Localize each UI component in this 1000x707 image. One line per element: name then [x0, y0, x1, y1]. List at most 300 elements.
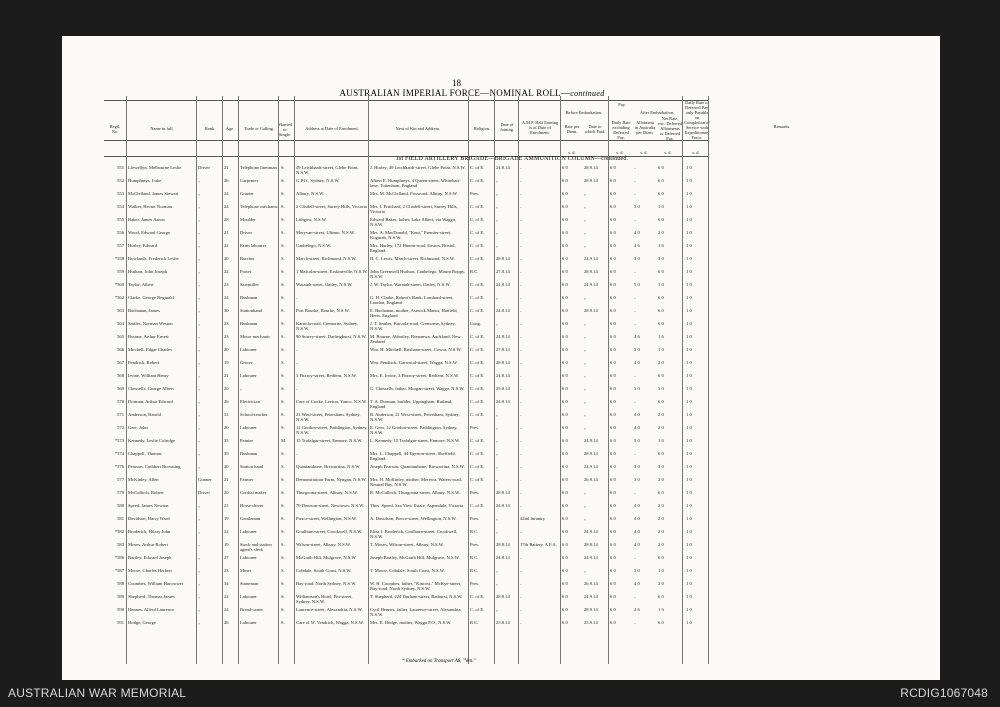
- cell-amt: 17th Battery, A.F.A.: [520, 542, 557, 547]
- table-row: [62, 619, 940, 632]
- cell-date: 28.8.14: [496, 360, 510, 365]
- cell-date: 24.8.14: [496, 555, 510, 560]
- cell-age: 20: [224, 425, 229, 430]
- cell-trade: Butcher: [240, 256, 255, 261]
- cell-def: 1 0: [686, 243, 692, 248]
- cell-age: 23: [224, 321, 229, 326]
- cell-rate: 6 0: [562, 334, 568, 339]
- cell-addr: 12 Gordon-street, Paddington, Sydney, N.S.W.: [296, 425, 368, 435]
- cell-daily: 6 0: [610, 243, 616, 248]
- cell-rel: C. of E.: [470, 477, 485, 482]
- cell-def: 1 0: [686, 542, 692, 547]
- table-row: [62, 294, 940, 307]
- cell-net: 1 0: [658, 347, 664, 352]
- cell-kin: John Greenwell Hudson, Canbelego, Mount Boppy, N.S.W.: [370, 269, 466, 279]
- cell-daily: 6 0: [610, 165, 616, 170]
- cell-addr: Thurgoona-street, Albury, N.S.W.: [296, 490, 358, 495]
- table-row: [62, 359, 940, 372]
- cell-rel: R.C.: [470, 568, 479, 573]
- cell-paid: „: [584, 230, 587, 235]
- cell-paid: 24.9.14: [584, 256, 598, 261]
- cell-no: *573: [114, 438, 124, 443]
- cell-rank: „: [198, 568, 201, 573]
- table-row: [62, 164, 940, 177]
- cell-trade: Grocer: [240, 360, 253, 365]
- cell-trade: Station hand: [240, 464, 264, 469]
- cell-rate: 6 0: [562, 230, 568, 235]
- cell-rank: Driver: [198, 165, 210, 170]
- cell-daily: 6 0: [610, 451, 616, 456]
- cell-no: *560: [114, 282, 124, 287]
- cell-allot: 5 0: [634, 568, 640, 573]
- cell-ms: S.: [281, 191, 285, 196]
- cell-name: McCulloch, Robert: [128, 490, 164, 495]
- cell-age: 21: [224, 477, 229, 482]
- page-title: [322, 88, 622, 98]
- cell-date: 24.8.14: [496, 308, 510, 313]
- document-page: [62, 36, 940, 680]
- cell-age: 23: [224, 568, 229, 573]
- table-row: [62, 203, 940, 216]
- header-trade: Trade or Calling.: [244, 126, 274, 131]
- cell-paid: 28.9.14: [584, 165, 598, 170]
- cell-rank: „: [198, 360, 201, 365]
- cell-kin: R. McCulloch, Thurgoona-street, Albury, N.S.W.: [370, 490, 461, 495]
- cell-net: 3 0: [658, 386, 664, 391]
- cell-no: 557: [117, 243, 124, 248]
- cell-rel: C. of E.: [470, 373, 485, 378]
- cell-rank: „: [198, 425, 201, 430]
- cell-paid: „: [584, 204, 587, 209]
- cell-kin: W. H. Coombes, father, "Kinross," McKye-street, Bay-road, North Sydney, N.S.W.: [370, 581, 462, 591]
- table-row: [62, 385, 940, 398]
- cell-rank: „: [198, 529, 201, 534]
- cell-def: 1 0: [686, 555, 692, 560]
- cell-kin: Edward Baker, father, Lake Albert, via Wagga, N.S.W.: [370, 217, 456, 227]
- cell-addr: Fort Bourke, Bourke, N.S.W.: [296, 308, 350, 313]
- cell-addr: McGrath Hill, Mulgrave, N.S.W.: [296, 555, 357, 560]
- cell-no: 583: [117, 542, 124, 547]
- cell-kin: M. Bourne, Abbotley, Romanwa, Auckland, New Zealand: [370, 334, 461, 344]
- cell-ms: S.: [281, 386, 285, 391]
- cell-paid: 28.9.14: [584, 308, 598, 313]
- cell-name: Taylor, Albert: [128, 282, 154, 287]
- cell-paid: „: [584, 321, 587, 326]
- cell-name: Chappell, Thomas: [128, 451, 162, 456]
- cell-rank: Driver: [198, 490, 210, 495]
- cell-trade: Porter: [240, 269, 252, 274]
- cell-trade: School-teacher: [240, 412, 268, 417]
- cell-rel: C. of E.: [470, 594, 485, 599]
- cell-allot: ..: [634, 295, 637, 300]
- cell-no: 570: [117, 399, 124, 404]
- cell-def: 1 0: [686, 178, 692, 183]
- cell-rel: C. of E.: [470, 308, 485, 313]
- cell-net: 2 0: [658, 360, 664, 365]
- cell-rank: „: [198, 178, 201, 183]
- cell-paid: „: [584, 490, 587, 495]
- cell-allot: 5 0: [634, 282, 640, 287]
- cell-addr: 21 West-street, Petersham, Sydney, N.S.W.: [296, 412, 361, 422]
- cell-kin: Mrs. A. MacDonald, "Kent," Premier-street, Kogarah, N.S.W.: [370, 230, 452, 240]
- cell-rank: „: [198, 230, 201, 235]
- cell-date: „: [496, 321, 499, 326]
- cell-def: 1 0: [686, 620, 692, 625]
- cell-def: 1 0: [686, 295, 692, 300]
- cell-trade: Horse-driver: [240, 503, 264, 508]
- cell-addr: 90 Surrey-street, Darlinghurst, N.S.W.: [296, 334, 367, 339]
- cell-rank: „: [198, 464, 201, 469]
- cell-kin: A. Davidson, Pierce-street, Wellington, N.S.W.: [370, 516, 457, 521]
- cell-name: Moses, Arthur Robert: [128, 542, 168, 547]
- cell-allot: 4 0: [634, 581, 640, 586]
- cell-rel: R.C.: [470, 555, 479, 560]
- cell-no: 568: [117, 373, 124, 378]
- cell-ms: S.: [281, 490, 285, 495]
- table-row: [62, 567, 940, 580]
- cell-paid: 28.9.14: [584, 542, 598, 547]
- cell-amt: ..: [520, 308, 523, 313]
- cell-net: 3 0: [658, 464, 664, 469]
- cell-amt: ..: [520, 620, 523, 625]
- table-row: [62, 346, 940, 359]
- cell-age: 20: [224, 490, 229, 495]
- cell-amt: ..: [520, 477, 523, 482]
- title-main: AUSTRALIAN IMPERIAL FORCE—NOMINAL ROLL—: [339, 88, 571, 98]
- cell-net: 6 0: [658, 269, 664, 274]
- cell-rate: 6 0: [562, 477, 568, 482]
- cell-ms: S.: [281, 321, 285, 326]
- cell-no: 569: [117, 386, 124, 391]
- cell-date: „: [496, 425, 499, 430]
- cell-amt: ..: [520, 360, 523, 365]
- cell-kin: Cyril Hennes, father, Laurence-street, Alexandria, N.S.W.: [370, 607, 462, 617]
- cell-ms: S.: [281, 256, 285, 261]
- cell-rel: R.C.: [470, 620, 479, 625]
- cell-kin: E. Geer, 12 Gordon-street, Paddington, Sydney, N.S.W.: [370, 425, 458, 435]
- cell-paid: „: [584, 334, 587, 339]
- header-remarks: Remarks.: [773, 124, 791, 129]
- table-row: [62, 398, 940, 411]
- cell-date: 28.8.14: [496, 256, 510, 261]
- cell-age: 23: [224, 334, 229, 339]
- cell-daily: 6 0: [610, 360, 616, 365]
- cell-rate: 6 0: [562, 451, 568, 456]
- title-continued: continued: [570, 89, 605, 98]
- cell-trade: Labourer: [240, 373, 257, 378]
- cell-rate: 6 0: [562, 620, 568, 625]
- cell-kin: E. Buchanan, mother, Astwick Manor, Hatfield, Herts, England: [370, 308, 458, 318]
- cell-age: 20: [224, 386, 229, 391]
- cell-no: 571: [117, 412, 124, 417]
- cell-addr: ..: [296, 347, 299, 352]
- cell-def: 1 0: [686, 386, 692, 391]
- cell-date: 25.8.14: [496, 620, 510, 625]
- cell-addr: Canbelego, N.S.W.: [296, 243, 332, 248]
- cell-paid: „: [584, 386, 587, 391]
- cell-def: 1 0: [686, 217, 692, 222]
- cell-net: 2 0: [658, 542, 664, 547]
- cell-kin: T. Shepherd, 224 Durham-street, Bathurst, N.S.W.: [370, 594, 463, 599]
- cell-kin: Mrs. E. Hodge, mother, Wagga P.O., N.S.W.: [370, 620, 452, 625]
- cell-no: *574: [114, 451, 124, 456]
- cell-allot: 4 0: [634, 360, 640, 365]
- cell-paid: „: [584, 360, 587, 365]
- cell-paid: 25.9.14: [584, 620, 598, 625]
- cell-daily: 6 0: [610, 334, 616, 339]
- cell-amt: ..: [520, 555, 523, 560]
- table-row: [62, 320, 940, 333]
- cell-amt: ..: [520, 282, 523, 287]
- cell-allot: 4 0: [634, 542, 640, 547]
- cell-rank: „: [198, 503, 201, 508]
- cell-rank: „: [198, 516, 201, 521]
- cell-kin: Eliza J. Broderick, Goulburn-street, Crookwell, N.S.W.: [370, 529, 458, 539]
- cell-date: 27.8.14: [496, 269, 510, 274]
- cell-rank: „: [198, 308, 201, 313]
- cell-trade: Labourer: [240, 529, 257, 534]
- cell-rank: „: [198, 217, 201, 222]
- cell-net: 6 0: [658, 178, 664, 183]
- cell-age: 28: [224, 217, 229, 222]
- cell-daily: 6 0: [610, 425, 616, 430]
- cell-def: 1 0: [686, 347, 692, 352]
- cell-allot: ..: [634, 308, 637, 313]
- cell-no: 579: [117, 490, 124, 495]
- cell-ms: S.: [281, 542, 285, 547]
- cell-rel: C. of E.: [470, 438, 485, 443]
- cell-no: 590: [117, 607, 124, 612]
- header-top-rule: [104, 100, 708, 101]
- cell-def: 1 0: [686, 503, 692, 508]
- header-after: After Embarkation.: [639, 110, 675, 115]
- cell-name: Dorman, Arthur Edward: [128, 399, 173, 404]
- cell-amt: ..: [520, 256, 523, 261]
- cell-age: 24: [224, 191, 229, 196]
- cell-date: 24.8.14: [496, 503, 510, 508]
- units-deferred: s. d.: [692, 150, 700, 155]
- cell-allot: ..: [634, 217, 637, 222]
- cell-rate: 6 0: [562, 516, 568, 521]
- cell-age: 21: [224, 373, 229, 378]
- cell-ms: S.: [281, 360, 285, 365]
- cell-net: 6 0: [658, 165, 664, 170]
- cell-allot: ..: [634, 191, 637, 196]
- cell-paid: „: [584, 399, 587, 404]
- units-net: s. d.: [664, 150, 672, 155]
- cell-rate: 6 0: [562, 399, 568, 404]
- cell-amt: ..: [520, 386, 523, 391]
- cell-paid: 28.9.14: [584, 451, 598, 456]
- cell-allot: ..: [634, 269, 637, 274]
- cell-kin: G. Chessells, father, Morgan-street, Wagga, N.S.W.: [370, 386, 465, 391]
- header-regtl-no: Regtl. No.: [109, 124, 121, 134]
- cell-age: 20: [224, 347, 229, 352]
- header-married: Married or Single.: [278, 122, 293, 137]
- cell-kin: J. Hurley, 49 Leichhardt-street, Glebe Point, N.S.W.: [370, 165, 466, 170]
- cell-rel: C. of E.: [470, 399, 485, 404]
- cell-paid: „: [584, 412, 587, 417]
- cell-ms: S.: [281, 347, 285, 352]
- page-number: 18: [452, 78, 461, 88]
- cell-name: Buchanan, James: [128, 308, 160, 313]
- cell-ms: S.: [281, 451, 285, 456]
- table-row: [62, 580, 940, 593]
- table-row: [62, 190, 940, 203]
- cell-amt: ..: [520, 334, 523, 339]
- cell-addr: Cobdale, South Coast, N.S.W.: [296, 568, 352, 573]
- cell-def: 1 0: [686, 529, 692, 534]
- cell-addr: Albury, N.S.W.: [296, 191, 325, 196]
- cell-def: 1 0: [686, 256, 692, 261]
- cell-allot: 3 0: [634, 347, 640, 352]
- cell-no: *586: [114, 555, 124, 560]
- cell-addr: 79 Denison-street, Newtown, N.S.W.: [296, 503, 365, 508]
- cell-rel: Pres.: [470, 425, 480, 430]
- cell-def: 1 0: [686, 581, 692, 586]
- cell-net: 6 0: [658, 308, 664, 313]
- cell-addr: 15 Trafalgar-street, Enmore, N.S.W.: [296, 438, 363, 443]
- cell-addr: ..: [296, 295, 299, 300]
- cell-ms: S.: [281, 607, 285, 612]
- cell-daily: 6 0: [610, 399, 616, 404]
- cell-date: 28.8.14: [496, 490, 510, 495]
- cell-paid: 24.9.14: [584, 555, 598, 560]
- cell-kin: T. A. Dorman, builder, Uppingham, Rutland, England: [370, 399, 453, 409]
- cell-amt: ..: [520, 191, 523, 196]
- cell-net: 6 0: [658, 295, 664, 300]
- cell-ms: S.: [281, 282, 285, 287]
- cell-net: 2 0: [658, 581, 664, 586]
- cell-allot: 3 0: [634, 256, 640, 261]
- cell-amt: 42nd Infantry: [520, 516, 546, 521]
- cell-name: Mitchell, Edgar Charles: [128, 347, 173, 352]
- cell-addr: Goulburn-street, Crookwell, N.S.W.: [296, 529, 363, 534]
- cell-name: Chessells, George Albert: [128, 386, 174, 391]
- cell-trade: Bread-carter: [240, 607, 263, 612]
- cell-rank: „: [198, 191, 201, 196]
- cell-daily: 6 0: [610, 308, 616, 313]
- cell-amt: ..: [520, 399, 523, 404]
- cell-age: 22: [224, 269, 229, 274]
- cell-rank: „: [198, 204, 201, 209]
- cell-ms: S.: [281, 204, 285, 209]
- cell-kin: H. C. Lewis, March-street, Richmond, N.S.W.: [370, 256, 455, 261]
- cell-daily: 6 0: [610, 230, 616, 235]
- cell-addr: ..: [296, 386, 299, 391]
- cell-def: 1 0: [686, 321, 692, 326]
- cell-ms: S.: [281, 165, 285, 170]
- cell-trade: Labourer: [240, 347, 257, 352]
- cell-age: 22: [224, 529, 229, 534]
- cell-name: Smiles, Norman Weston: [128, 321, 173, 326]
- table-row: [62, 463, 940, 476]
- cell-rate: 6 0: [562, 412, 568, 417]
- cell-trade: Carpenter: [240, 178, 259, 183]
- cell-rel: Pres.: [470, 516, 480, 521]
- cell-rate: 6 0: [562, 607, 568, 612]
- cell-date: „: [496, 412, 499, 417]
- cell-no: 589: [117, 594, 124, 599]
- cell-paid: 24.9.14: [584, 529, 598, 534]
- cell-amt: ..: [520, 178, 523, 183]
- cell-date: „: [496, 295, 499, 300]
- cell-amt: ..: [520, 607, 523, 612]
- cell-name: Baker, James Aaron: [128, 217, 165, 222]
- cell-ms: S.: [281, 373, 285, 378]
- cell-trade: Labourer: [240, 425, 257, 430]
- cell-def: 1 0: [686, 399, 692, 404]
- cell-daily: 6 0: [610, 568, 616, 573]
- cell-rate: 6 0: [562, 373, 568, 378]
- cell-daily: 6 0: [610, 373, 616, 378]
- header-allotment: Allotment in Australia per Diem.: [634, 120, 656, 135]
- cell-name: Hodge, George: [128, 620, 156, 625]
- cell-ms: S.: [281, 308, 285, 313]
- cell-rank: „: [198, 412, 201, 417]
- cell-rel: Pres.: [470, 490, 480, 495]
- cell-daily: 6 0: [610, 464, 616, 469]
- cell-paid: „: [584, 243, 587, 248]
- cell-daily: 6 0: [610, 191, 616, 196]
- cell-net: 2 0: [658, 425, 664, 430]
- header-deferred: Daily Rate of Deferred Pay, only Payable on Completion of Service with Expeditionary Force.: [684, 100, 710, 140]
- cell-def: 1 0: [686, 568, 692, 573]
- cell-daily: 6 0: [610, 386, 616, 391]
- cell-name: Hennes, Alfred Laurence: [128, 607, 175, 612]
- cell-age: 19: [224, 542, 229, 547]
- header-net-rate: Net Rate, exc. Deferred Allotments or Deferred Pay.: [658, 116, 682, 141]
- section-heading: 1st FIELD ARTILLERY BRIGADE—BRIGADE AMMUNITION COLUMN—continued.: [395, 156, 629, 162]
- cell-trade: Electrician: [240, 399, 260, 404]
- cell-date: „: [496, 243, 499, 248]
- cell-rank: „: [198, 373, 201, 378]
- cell-daily: 6 0: [610, 555, 616, 560]
- cell-name: Hurley, Edward: [128, 243, 158, 248]
- cell-amt: ..: [520, 412, 523, 417]
- cell-amt: ..: [520, 269, 523, 274]
- cell-rank: Gunner: [198, 477, 212, 482]
- cell-daily: 6 0: [610, 282, 616, 287]
- cell-paid: „: [584, 503, 587, 508]
- cell-allot: 4 0: [634, 516, 640, 521]
- cell-daily: 6 0: [610, 516, 616, 521]
- cell-def: 1 0: [686, 269, 692, 274]
- table-row: [62, 593, 940, 606]
- cell-ms: S.: [281, 594, 285, 599]
- cell-addr: 2 Clisdell-street, Surrey Hills, Victoria: [296, 204, 367, 209]
- header-date-joining: Date of Joining.: [499, 122, 515, 132]
- cell-rate: 6 0: [562, 347, 568, 352]
- cell-addr: Karoola-road, Cremorne, Sydney, N.S.W.: [296, 321, 359, 331]
- cell-date: „: [496, 516, 499, 521]
- cell-rate: 6 0: [562, 243, 568, 248]
- cell-allot: ..: [634, 321, 637, 326]
- cell-net: 6 0: [658, 373, 664, 378]
- cell-amt: ..: [520, 568, 523, 573]
- cell-ms: S.: [281, 464, 285, 469]
- cell-rank: „: [198, 334, 201, 339]
- cell-ms: S.: [281, 243, 285, 248]
- cell-allot: ..: [634, 373, 637, 378]
- cell-ms: S.: [281, 217, 285, 222]
- cell-def: 1 0: [686, 191, 692, 196]
- cell-age: 39: [224, 451, 229, 456]
- cell-paid: „: [584, 191, 587, 196]
- cell-rate: 6 0: [562, 282, 568, 287]
- cell-rate: 6 0: [562, 594, 568, 599]
- cell-addr: Pierce-street, Wellington, N.S.W.: [296, 516, 357, 521]
